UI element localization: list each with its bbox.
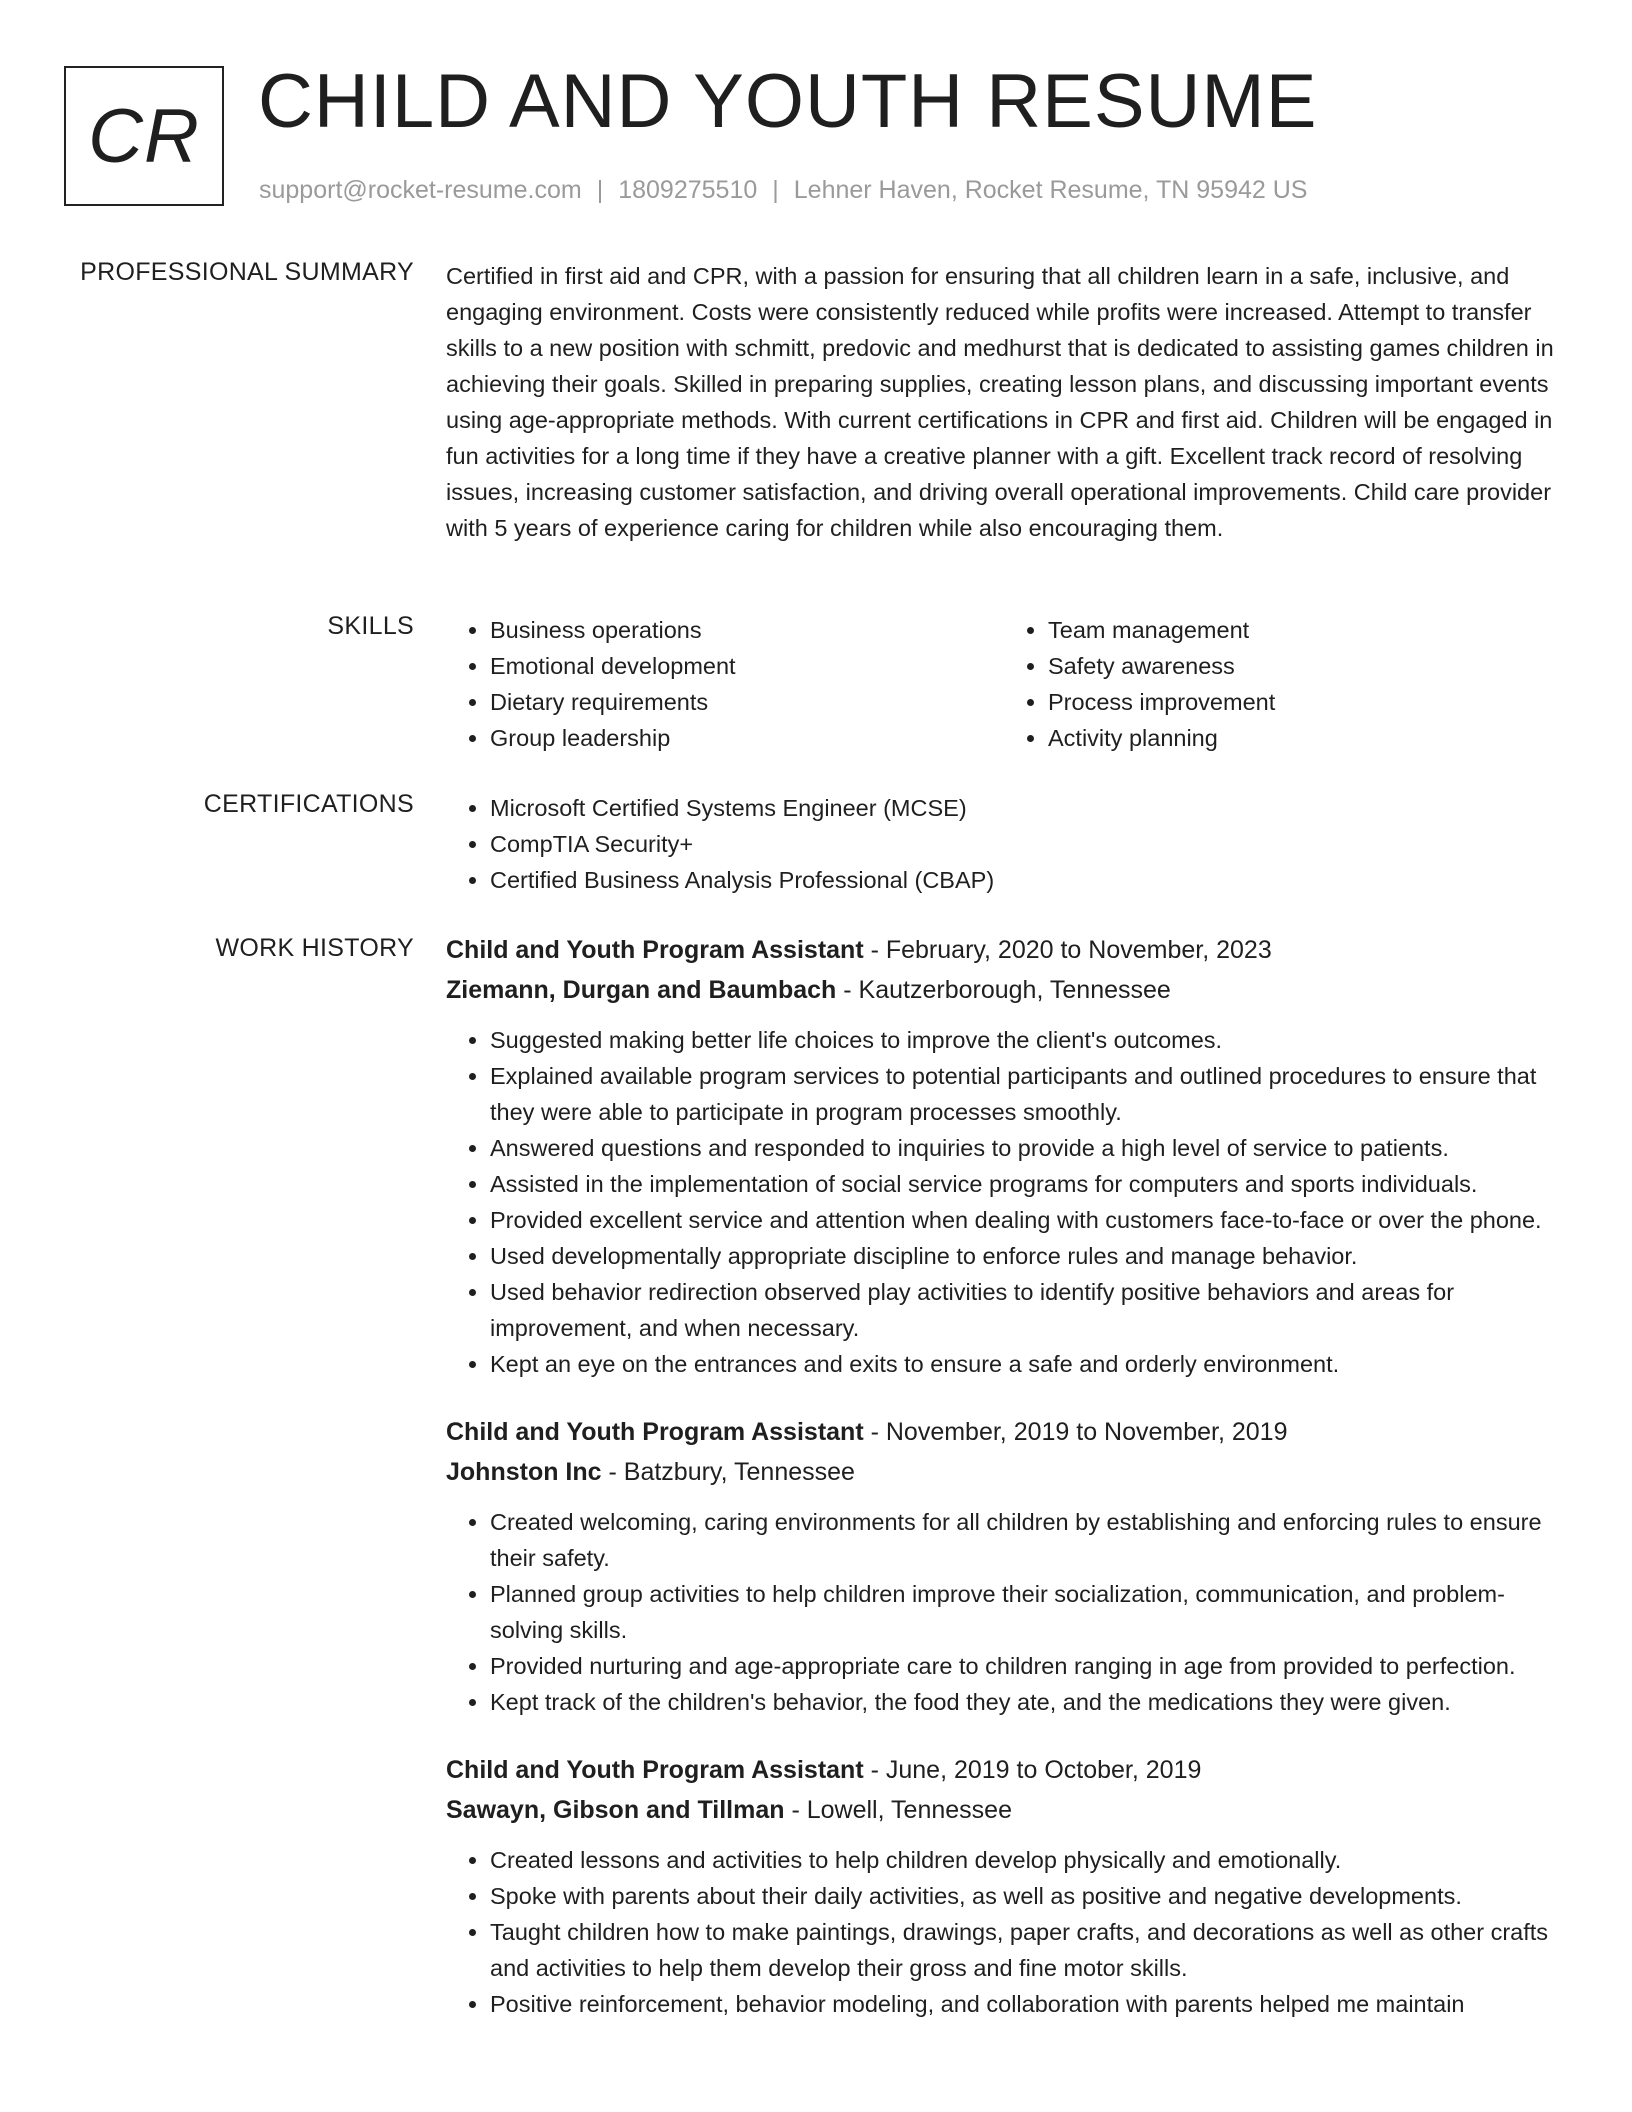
job-employer-line bbox=[446, 970, 1562, 1010]
job-employer-line bbox=[446, 1790, 1562, 1830]
contact-separator: | bbox=[596, 176, 604, 204]
list-item: • Spoke with parents about their daily activities, as well as positive and negative developments. bbox=[490, 1878, 1562, 1914]
job-entry bbox=[446, 930, 1562, 1382]
work-history-list bbox=[446, 930, 1562, 2022]
certifications-list bbox=[446, 790, 1562, 898]
skills-list bbox=[446, 612, 1562, 756]
list-item: • Certified Business Analysis Professional (CBAP) bbox=[490, 862, 1562, 898]
list-item: • Taught children how to make paintings, drawings, paper crafts, and decorations as well as other crafts and activities to help them develop their gross and fine motor skills. bbox=[490, 1914, 1562, 1986]
list-item: • Group leadership bbox=[490, 720, 1004, 756]
list-item: • Emotional development bbox=[490, 648, 1004, 684]
contact-line bbox=[259, 176, 1307, 205]
skills-column-right bbox=[1004, 612, 1562, 756]
job-location: - Batzbury, Tennessee bbox=[601, 1458, 855, 1486]
list-item: • Created welcoming, caring environments for all children by establishing and enforcing rules to ensure their safety. bbox=[490, 1504, 1562, 1576]
job-title: Child and Youth Program Assistant bbox=[446, 1418, 864, 1446]
list-item: • Dietary requirements bbox=[490, 684, 1004, 720]
list-item: • Activity planning bbox=[1048, 720, 1562, 756]
job-title: Child and Youth Program Assistant bbox=[446, 936, 864, 964]
list-item: • Provided nurturing and age-appropriate care to children ranging in age from provided to perfection. bbox=[490, 1648, 1562, 1684]
list-item: • Assisted in the implementation of social service programs for computers and sports individuals. bbox=[490, 1166, 1562, 1202]
list-item: • Suggested making better life choices to improve the client's outcomes. bbox=[490, 1022, 1562, 1058]
job-employer: Johnston Inc bbox=[446, 1458, 602, 1486]
job-title-line bbox=[446, 1412, 1562, 1452]
job-employer: Sawayn, Gibson and Tillman bbox=[446, 1796, 785, 1824]
job-bullets bbox=[446, 1022, 1562, 1382]
list-item: • CompTIA Security+ bbox=[490, 826, 1562, 862]
contact-email[interactable]: support@rocket-resume.com bbox=[259, 176, 582, 204]
contact-separator: | bbox=[772, 176, 779, 204]
list-item: • Used behavior redirection observed play activities to identify positive behaviors and areas for improvement, and when necessary. bbox=[490, 1274, 1562, 1346]
monogram-logo: CR bbox=[64, 66, 224, 206]
skills-column-left bbox=[446, 612, 1004, 756]
contact-phone[interactable]: 1809275510 bbox=[618, 176, 758, 204]
list-item: • Team management bbox=[1048, 612, 1562, 648]
job-dates: - November, 2019 to November, 2019 bbox=[863, 1418, 1288, 1446]
list-item: • Positive reinforcement, behavior modeling, and collaboration with parents helped me maintain bbox=[490, 1986, 1562, 2022]
list-item: • Planned group activities to help children improve their socialization, communication, and problem-solving skills. bbox=[490, 1576, 1562, 1648]
job-title-line bbox=[446, 1750, 1562, 1790]
list-item: • Used developmentally appropriate discipline to enforce rules and manage behavior. bbox=[490, 1238, 1562, 1274]
list-item: • Business operations bbox=[490, 612, 1004, 648]
job-location: - Kautzerborough, Tennessee bbox=[836, 976, 1171, 1004]
job-title: Child and Youth Program Assistant bbox=[446, 1756, 864, 1784]
job-employer-line bbox=[446, 1452, 1562, 1492]
list-item: • Explained available program services to potential participants and outlined procedures to ensure that they were able to participate in program processes smoothly. bbox=[490, 1058, 1562, 1130]
summary-text: Certified in first aid and CPR, with a passion for ensuring that all children learn in a safe, inclusive, and engaging environment. Costs were consistently reduced while profits were increased. Attempt to transfer skills to a new position with schmitt, predovic and medhurst that is dedicated to assisting games children in achieving their goals. Skilled in preparing supplies, creating lesson plans, and discussing important events using age-appropriate methods. With current certifications in CPR and first aid. Children will be engaged in fun activities for a long time if they have a creative planner with a gift. Excellent track record of resolving issues, increasing customer satisfaction, and driving overall operational improvements. Child care provider with 5 years of experience caring for children while also encouraging them. bbox=[446, 263, 1554, 541]
job-dates: - February, 2020 to November, 2023 bbox=[863, 936, 1272, 964]
list-item: • Safety awareness bbox=[1048, 648, 1562, 684]
job-employer: Ziemann, Durgan and Baumbach bbox=[446, 976, 837, 1004]
job-bullets bbox=[446, 1504, 1562, 1720]
section-label: SKILLS bbox=[327, 612, 414, 640]
job-title-line bbox=[446, 930, 1562, 970]
list-item: • Answered questions and responded to inquiries to provide a high level of service to patients. bbox=[490, 1130, 1562, 1166]
job-location: - Lowell, Tennessee bbox=[784, 1796, 1012, 1824]
list-item: • Kept an eye on the entrances and exits to ensure a safe and orderly environment. bbox=[490, 1346, 1562, 1382]
job-dates: - June, 2019 to October, 2019 bbox=[863, 1756, 1202, 1784]
contact-address: Lehner Haven, Rocket Resume, TN 95942 US bbox=[793, 176, 1308, 204]
list-item: • Process improvement bbox=[1048, 684, 1562, 720]
section-label: WORK HISTORY bbox=[215, 934, 414, 962]
job-bullets bbox=[446, 1842, 1562, 2022]
section-label: CERTIFICATIONS bbox=[203, 790, 414, 818]
list-item: • Provided excellent service and attention when dealing with customers face-to-face or over the phone. bbox=[490, 1202, 1562, 1238]
job-entry bbox=[446, 1750, 1562, 2022]
page-title: CHILD AND YOUTH RESUME bbox=[258, 59, 1318, 144]
list-item: • Created lessons and activities to help children develop physically and emotionally. bbox=[490, 1842, 1562, 1878]
job-entry bbox=[446, 1412, 1562, 1720]
section-label: PROFESSIONAL SUMMARY bbox=[80, 258, 414, 286]
list-item: • Kept track of the children's behavior, the food they ate, and the medications they were given. bbox=[490, 1684, 1562, 1720]
list-item: • Microsoft Certified Systems Engineer (MCSE) bbox=[490, 790, 1562, 826]
